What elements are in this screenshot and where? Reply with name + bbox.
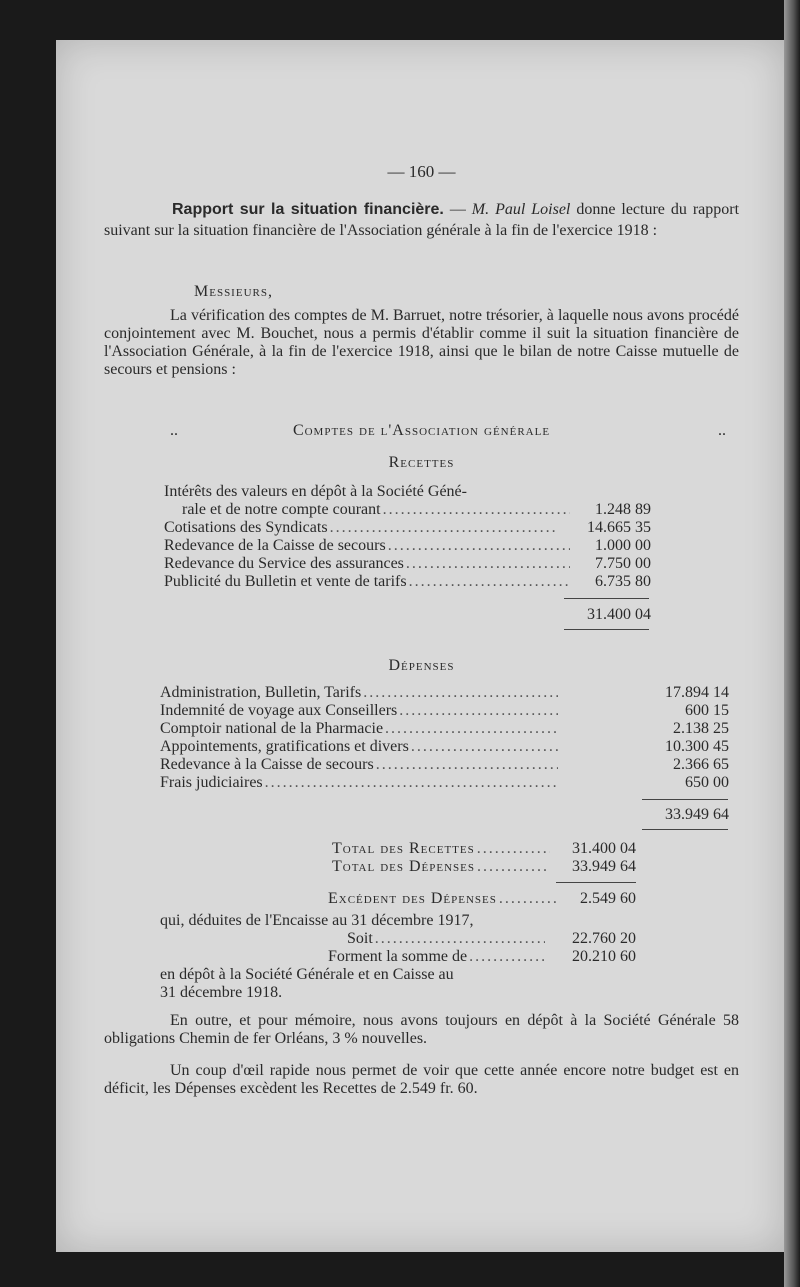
book-spine: [784, 0, 800, 1287]
depenses-amount-3: 2.138 25: [673, 720, 729, 737]
intro-paragraph: [104, 199, 739, 241]
depenses-total: 33.949 64: [665, 806, 729, 823]
soit-row: Soit .....: [347, 930, 547, 948]
total-depenses-amount: 33.949 64: [572, 858, 636, 875]
recettes-item-4: Redevance du Service des assurances .....: [164, 555, 572, 573]
total-depenses-row: Total des Dépenses .....: [332, 858, 552, 876]
depenses-rule-bottom: [642, 829, 728, 830]
intro-title: Rapport sur la situation financière.: [172, 201, 444, 218]
depenses-item-5: Redevance à la Caisse de secours .....: [160, 756, 560, 774]
excedent-amount: 2.549 60: [580, 890, 636, 907]
depenses-amount-6: 650 00: [685, 774, 729, 791]
intro-speaker: M. Paul Loisel: [471, 201, 571, 218]
recettes-total: 31.400 04: [587, 606, 651, 623]
salutation: Messieurs,: [194, 283, 273, 300]
depot-line2: 31 décembre 1918.: [160, 984, 283, 1001]
depenses-item-4: Appointements, gratifications et divers .....: [160, 738, 560, 756]
recettes-amount-2: 14.665 35: [587, 519, 651, 536]
total-recettes-row: Total des Recettes .....: [332, 840, 552, 858]
summary-rule: [556, 882, 636, 883]
soit-amount: 22.760 20: [572, 930, 636, 947]
depenses-item-3: Comptoir national de la Pharmacie .....: [160, 720, 560, 738]
recettes-item-1: rale et de notre compte courant .....: [164, 501, 572, 519]
excedent-row: Excédent des Dépenses .....: [328, 890, 562, 908]
depenses-amount-5: 2.366 65: [673, 756, 729, 773]
section-mark-right: ..: [718, 422, 726, 439]
paragraph-verification: La vérification des comptes de M. Barruet, notre trésorier, à laquelle nous avons procédé conjointement avec M. Bouchet, nous a permis d'établir comme il suit la situation financière de l'Association Générale, à la fin de l'exercice 1918, ainsi que le bilan de notre Caisse mutuelle de secours et pensions :: [104, 307, 739, 378]
intro-dash: —: [443, 201, 472, 218]
deduites-line: qui, déduites de l'Encaisse au 31 décembre 1917,: [160, 912, 474, 929]
page-number: — 160 —: [387, 162, 456, 181]
section-mark-left: ..: [170, 422, 178, 439]
depot-line1: en dépôt à la Société Générale et en Caisse au: [160, 966, 454, 983]
recettes-item-3: Redevance de la Caisse de secours .....: [164, 537, 572, 555]
recettes-amount-5: 6.735 80: [595, 573, 651, 590]
recettes-rule-top: [564, 598, 649, 599]
depenses-item-2: Indemnité de voyage aux Conseillers .....: [160, 702, 560, 720]
recettes-item-1-line1: Intérêts des valeurs en dépôt à la Société Géné-: [164, 483, 467, 500]
recettes-item-5: Publicité du Bulletin et vente de tarifs .....: [164, 573, 572, 591]
total-recettes-amount: 31.400 04: [572, 840, 636, 857]
depenses-item-1: Administration, Bulletin, Tarifs .....: [160, 684, 560, 702]
recettes-amount-3: 1.000 00: [595, 537, 651, 554]
depenses-amount-2: 600 15: [685, 702, 729, 719]
paragraph-obligations: En outre, et pour mémoire, nous avons toujours en dépôt à la Société Générale 58 obligations Chemin de fer Orléans, 3 % nouvelles.: [104, 1012, 739, 1047]
paragraph-conclusion: Un coup d'œil rapide nous permet de voir que cette année encore notre budget est en déficit, les Dépenses excèdent les Recettes de 2.549 fr. 60.: [104, 1062, 739, 1097]
depenses-rule-top: [642, 799, 728, 800]
forment-row: Forment la somme de .....: [328, 948, 546, 966]
recettes-rule-bottom: [564, 629, 649, 630]
recettes-amount-4: 7.750 00: [595, 555, 651, 572]
depenses-heading: Dépenses: [388, 657, 455, 674]
recettes-heading: Recettes: [388, 454, 455, 471]
recettes-amount-1: 1.248 89: [595, 501, 651, 518]
recettes-item-2: Cotisations des Syndicats .....: [164, 519, 557, 537]
depenses-amount-4: 10.300 45: [665, 738, 729, 755]
intro-text: donne lecture du rapport suivant sur la situation financière de l'Association générale à la fin de l'exercice 1918 :: [104, 201, 740, 239]
depenses-amount-1: 17.894 14: [665, 684, 729, 701]
section-title: Comptes de l'Association générale: [292, 422, 551, 439]
forment-amount: 20.210 60: [572, 948, 636, 965]
depenses-item-6: Frais judiciaires .....: [160, 774, 560, 792]
